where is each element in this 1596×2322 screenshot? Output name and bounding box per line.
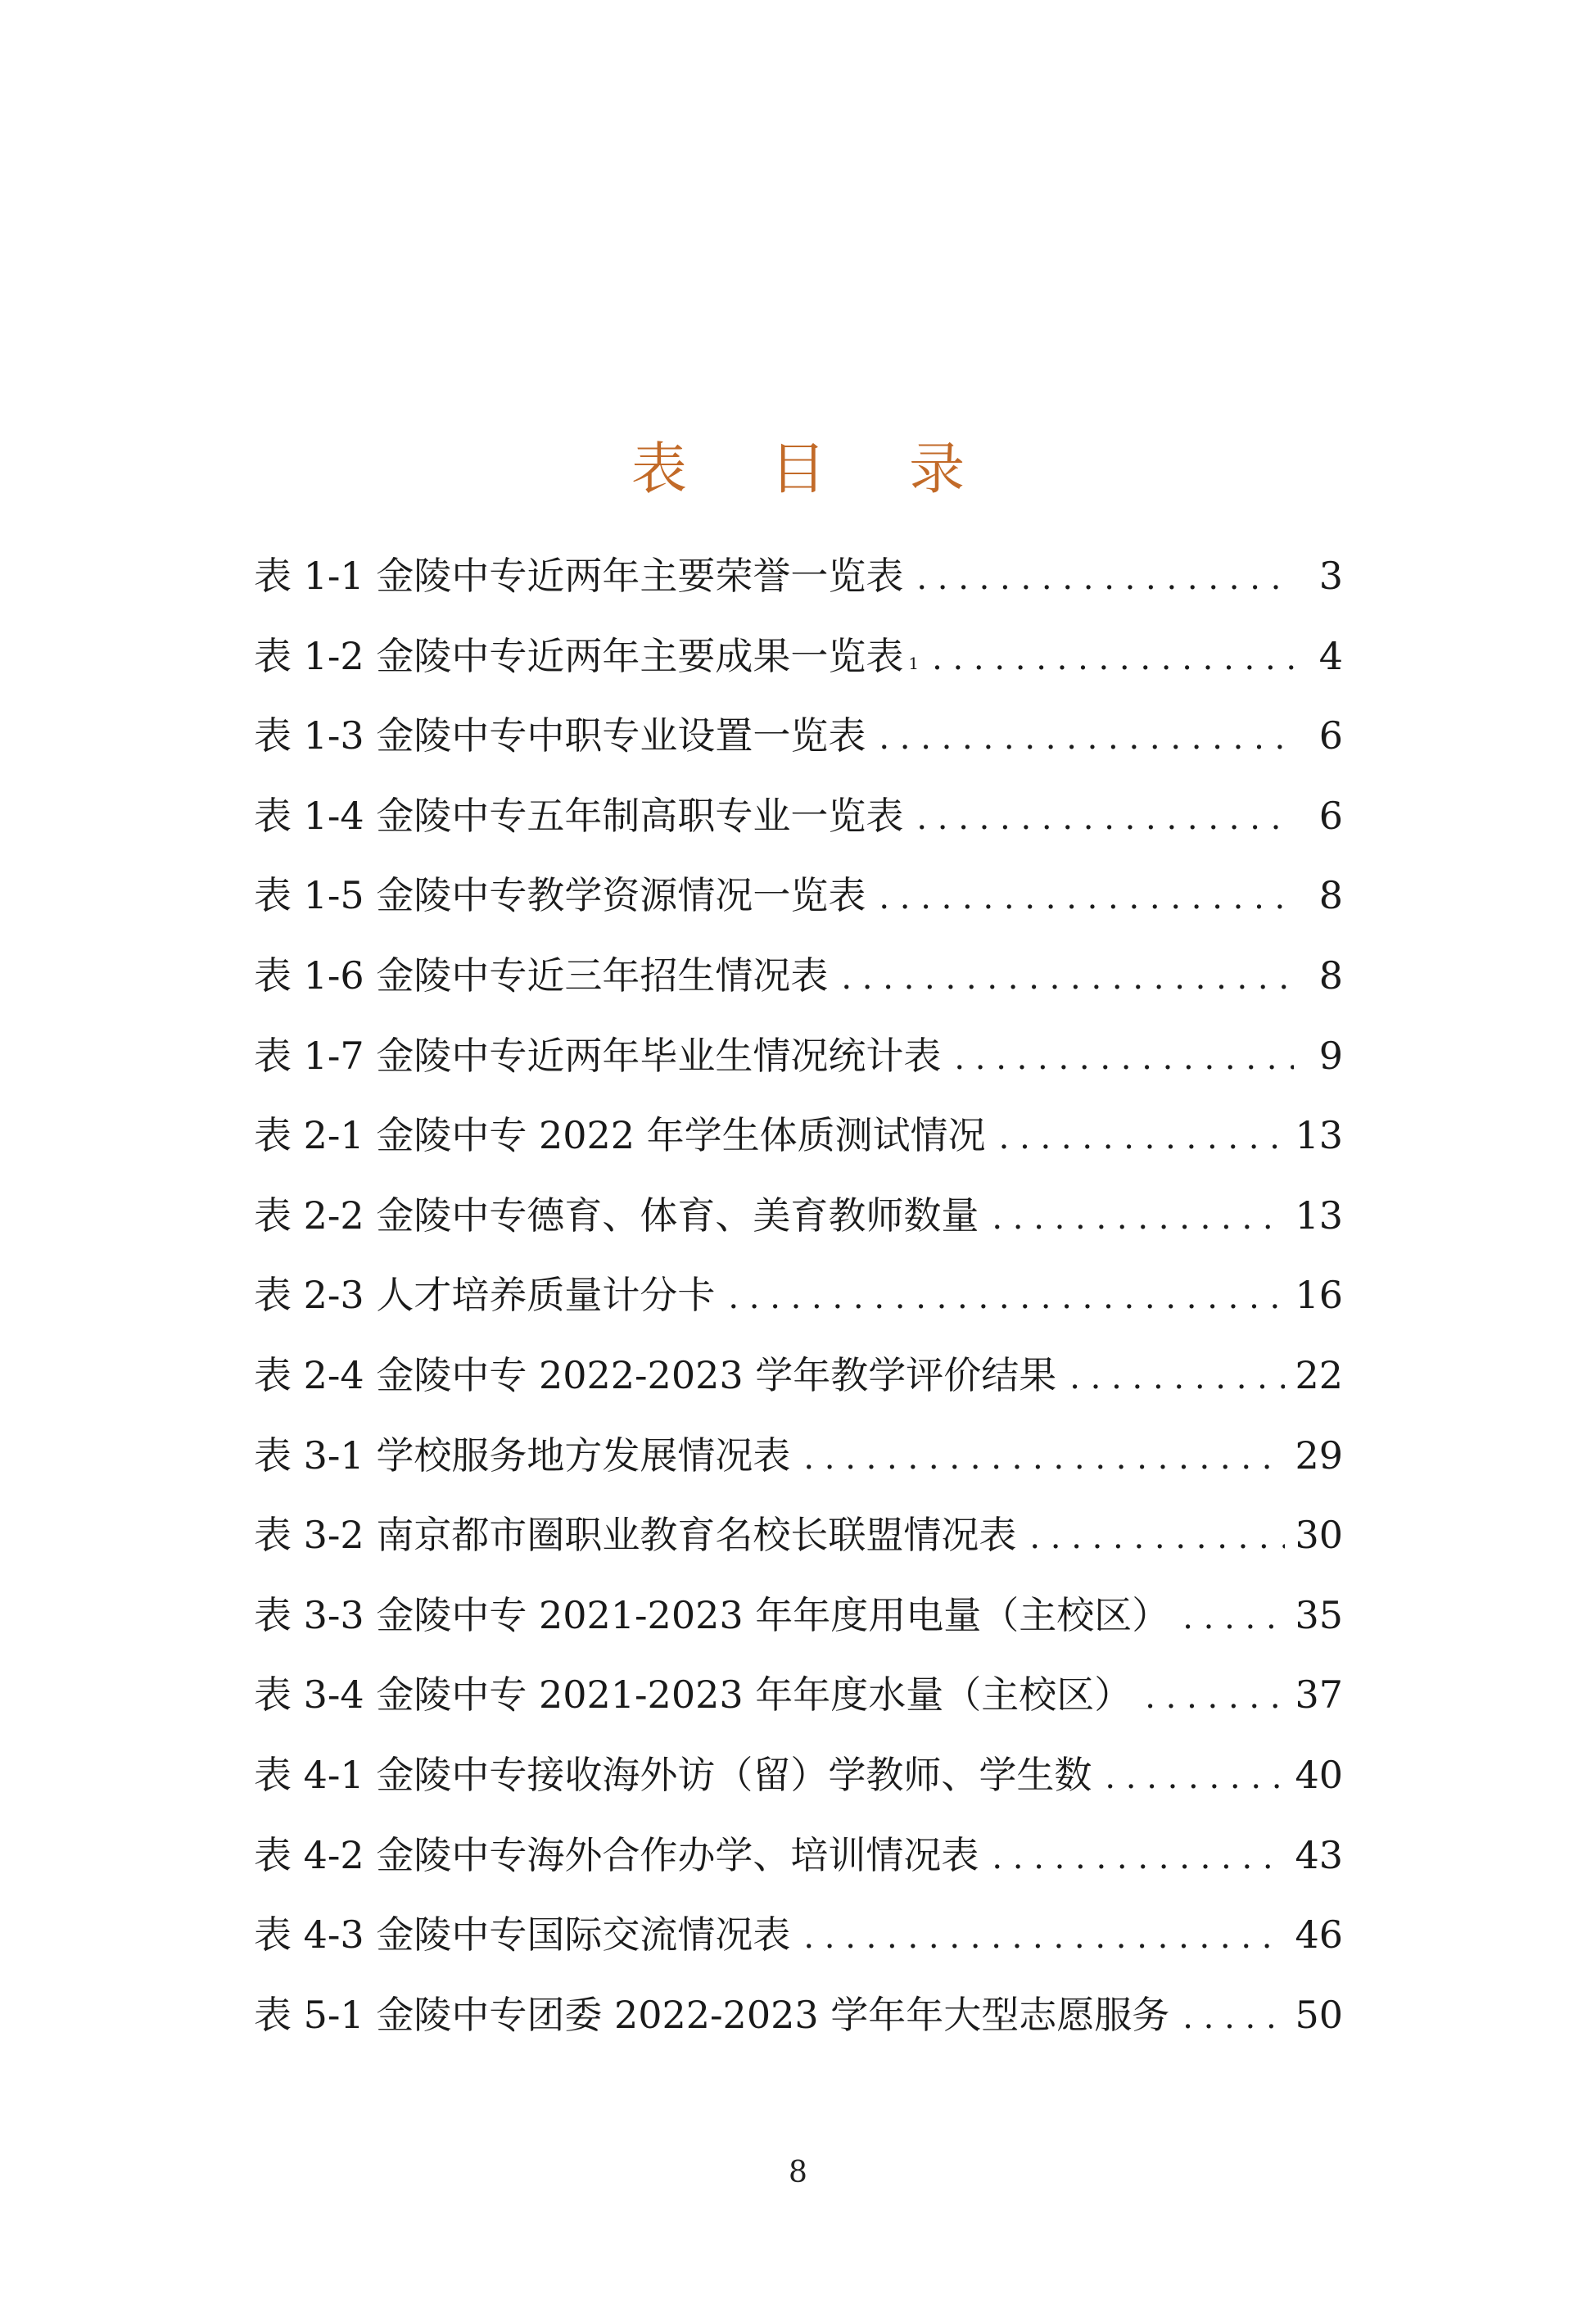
toc-entry[interactable] [254, 696, 1343, 776]
toc-entry-label: 表 3-1 学校服务地方发展情况表 [254, 1433, 791, 1478]
toc-entry[interactable] [254, 856, 1343, 936]
toc-dot-leader [879, 858, 1294, 939]
toc-dot-leader [879, 699, 1294, 779]
toc-entry-label: 表 1-3 金陵中专中职专业设置一览表 [254, 713, 866, 758]
toc-entry[interactable] [254, 1976, 1343, 2056]
toc-dot-leader [1182, 1578, 1285, 1659]
toc-entry[interactable] [254, 1655, 1343, 1736]
toc-title: 表 目 录 [631, 437, 998, 502]
toc-entry-label: 表 1-7 金陵中专近两年毕业生情况统计表 [254, 1033, 942, 1078]
toc-dot-leader [1105, 1738, 1285, 1818]
toc-entry[interactable] [254, 617, 1343, 697]
toc-entry-label: 表 1-1 金陵中专近两年主要荣誉一览表 [254, 554, 904, 598]
toc-dot-leader [999, 1098, 1286, 1179]
toc-entry-page-number: 6 [1318, 793, 1343, 838]
toc-dot-leader [916, 539, 1294, 619]
toc-entry-page-number: 8 [1318, 953, 1343, 998]
page-number: 8 [789, 2156, 807, 2189]
toc-entry-page-number: 29 [1295, 1433, 1343, 1478]
toc-entry[interactable] [254, 1416, 1343, 1496]
toc-entry[interactable] [254, 1816, 1343, 1896]
toc-entry[interactable] [254, 1256, 1343, 1336]
toc-entry-label: 表 2-2 金陵中专德育、体育、美育教师数量 [254, 1193, 979, 1238]
toc-entry-label: 表 3-3 金陵中专 2021-2023 年年度用电量（主校区） [254, 1592, 1170, 1637]
toc-entry[interactable] [254, 536, 1343, 617]
toc-entry-page-number: 8 [1318, 873, 1343, 918]
toc-entry-label: 表 3-2 南京都市圈职业教育名校长联盟情况表 [254, 1513, 1017, 1558]
toc-entry[interactable] [254, 1576, 1343, 1656]
toc-entry-label: 表 2-1 金陵中专 2022 年学生体质测试情况 [254, 1113, 986, 1158]
toc-entry[interactable] [254, 1736, 1343, 1816]
toc-dot-leader [803, 1898, 1285, 1978]
toc-entry-page-number: 46 [1295, 1912, 1343, 1958]
toc-entry-page-number: 50 [1295, 1992, 1343, 2037]
toc-entry[interactable] [254, 1895, 1343, 1976]
toc-dot-leader [841, 939, 1294, 1019]
toc-entry-label: 表 4-1 金陵中专接收海外访（留）学教师、学生数 [254, 1752, 1092, 1797]
toc-entry-page-number: 6 [1318, 713, 1343, 758]
toc-entry[interactable] [254, 1176, 1343, 1256]
toc-dot-leader [954, 1019, 1294, 1099]
toc-dot-leader [916, 779, 1294, 859]
toc-dot-leader [992, 1818, 1285, 1899]
toc-dot-leader [1029, 1498, 1285, 1578]
toc-entry-footnote-mark: 1 [908, 653, 920, 673]
toc-entry-label: 表 3-4 金陵中专 2021-2023 年年度水量（主校区） [254, 1672, 1133, 1718]
toc-dot-leader [1069, 1338, 1285, 1419]
toc-entry-page-number: 35 [1295, 1592, 1343, 1637]
toc-entry-page-number: 3 [1318, 554, 1343, 598]
toc-dot-leader [728, 1258, 1285, 1338]
toc-dot-leader [803, 1419, 1285, 1499]
toc-entry-label: 表 1-5 金陵中专教学资源情况一览表 [254, 873, 866, 918]
toc-entry-label: 表 2-3 人才培养质量计分卡 [254, 1273, 716, 1318]
toc-entry[interactable] [254, 776, 1343, 857]
toc-entry-label: 表 4-3 金陵中专国际交流情况表 [254, 1912, 791, 1958]
toc-dot-leader [932, 619, 1294, 699]
toc-entry-page-number: 4 [1318, 633, 1343, 678]
toc-dot-leader [992, 1179, 1285, 1259]
toc-entry-page-number: 9 [1318, 1033, 1343, 1078]
toc-entry-page-number: 22 [1295, 1352, 1343, 1397]
toc-entry-page-number: 13 [1295, 1113, 1343, 1158]
toc-entry-page-number: 40 [1295, 1752, 1343, 1797]
toc-dot-leader [1145, 1658, 1285, 1738]
toc-entry-page-number: 30 [1295, 1513, 1343, 1558]
toc-entry[interactable] [254, 1016, 1343, 1097]
toc-entry[interactable] [254, 1096, 1343, 1176]
toc-entry-label: 表 4-2 金陵中专海外合作办学、培训情况表 [254, 1832, 979, 1877]
toc-entry[interactable] [254, 1496, 1343, 1576]
toc-entry-page-number: 13 [1295, 1193, 1343, 1238]
toc-entry-page-number: 16 [1295, 1273, 1343, 1318]
toc-entry-label: 表 1-4 金陵中专五年制高职专业一览表 [254, 793, 904, 838]
toc-entry-page-number: 37 [1295, 1672, 1343, 1718]
toc-entry-page-number: 43 [1295, 1832, 1343, 1877]
toc-entry-label: 表 1-6 金陵中专近三年招生情况表 [254, 953, 829, 998]
toc-dot-leader [1182, 1978, 1285, 2058]
toc-entry-label: 表 5-1 金陵中专团委 2022-2023 学年年大型志愿服务 [254, 1992, 1170, 2037]
toc-list [254, 536, 1343, 2055]
toc-entry-label: 表 1-2 金陵中专近两年主要成果一览表 [254, 633, 904, 678]
toc-entry[interactable] [254, 936, 1343, 1016]
toc-entry-label: 表 2-4 金陵中专 2022-2023 学年教学评价结果 [254, 1352, 1057, 1397]
toc-entry[interactable] [254, 1336, 1343, 1416]
